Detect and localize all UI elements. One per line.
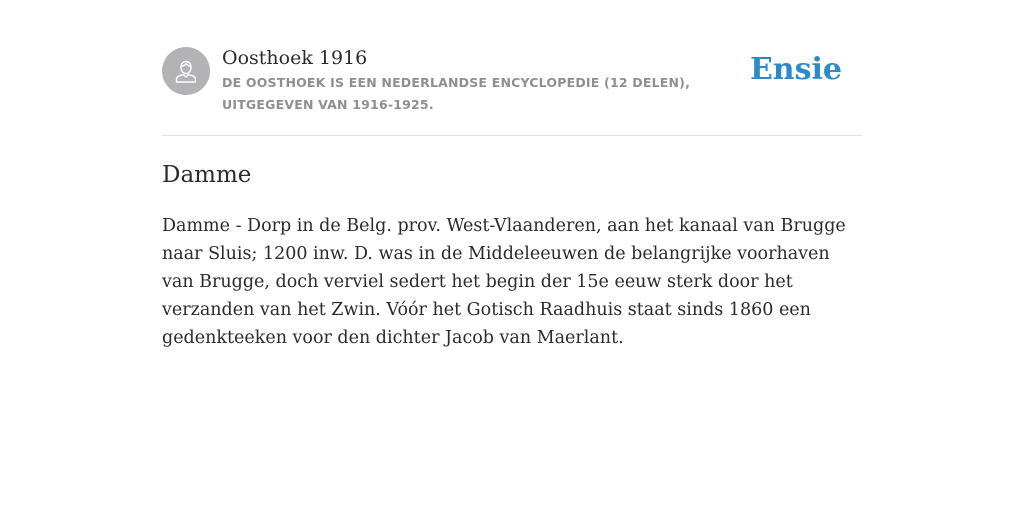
- entry-body: Damme - Dorp in de Belg. prov. West-Vlaanderen, aan het kanaal van Brugge naar Sluis; 1200 inw. D. was in de Middeleeuwen de belangrijke voorhaven van Brugge, doch verviel sedert het begin der 15e eeuw sterk door het verzanden van het Zwin. Vóór het Gotisch Raadhuis staat sinds 1860 een gedenkteeken voor den dichter Jacob van Maerlant.: [162, 216, 846, 348]
- entry-title: Damme: [162, 162, 252, 188]
- source-description: DE OOSTHOEK IS EEN NEDERLANDSE ENCYCLOPEDIE (12 DELEN), UITGEGEVEN VAN 1916-1925.: [222, 75, 691, 112]
- source-name[interactable]: Oosthoek 1916: [222, 47, 368, 69]
- source-avatar: [162, 47, 210, 95]
- person-icon: [172, 57, 200, 85]
- entry-card: [162, 0, 862, 348]
- source-header: [162, 0, 862, 136]
- ensie-logo[interactable]: Ensie: [749, 52, 842, 87]
